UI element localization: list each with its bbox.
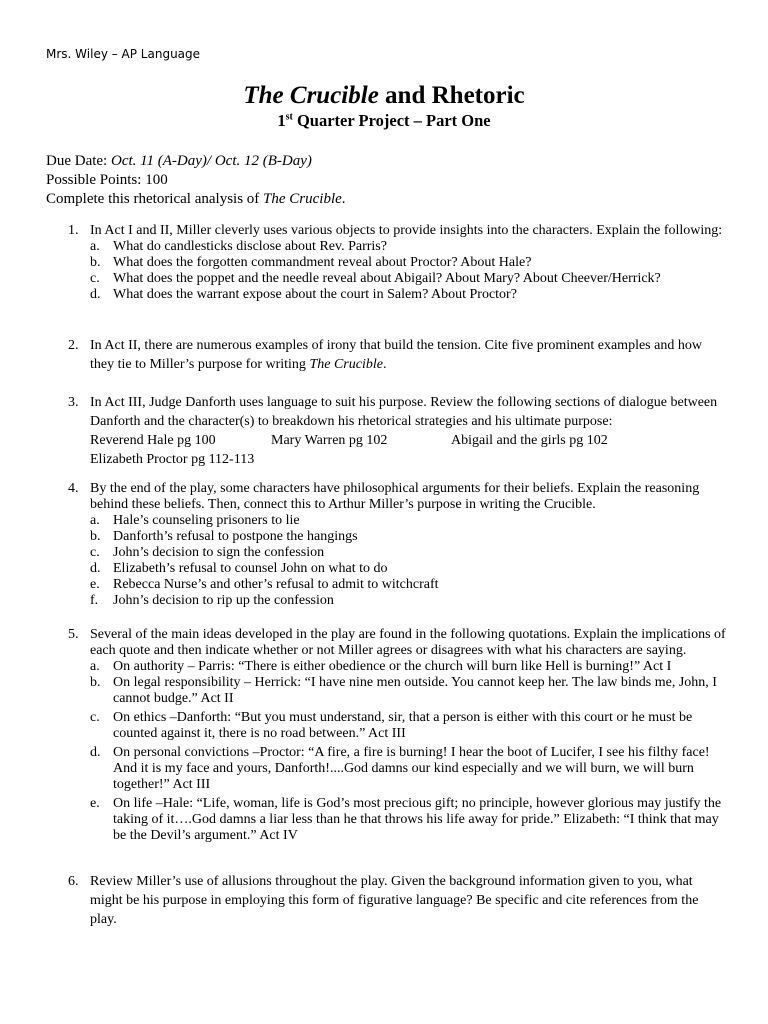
- sub-label: c.: [90, 271, 100, 286]
- sub-label: c.: [90, 710, 100, 725]
- sub-text: On life –Hale: “Life, woman, life is God’s most precious gift; no principle, however glorious may justify the taking of it….God damns a liar less than he that throws his life away for pride.” Elizabeth: “I think that may be the Devil’s argument.” Act IV: [113, 796, 722, 843]
- sub-item: [90, 593, 728, 609]
- sub-text: Rebecca Nurse’s and other’s refusal to admit to witchcraft: [113, 577, 439, 592]
- sub-text: Danforth’s refusal to postpone the hangings: [113, 529, 358, 544]
- sub-text: What does the poppet and the needle reveal about Abigail? About Mary? About Cheever/Herrick?: [113, 271, 661, 286]
- question-number: 3.: [68, 395, 79, 410]
- instr-title: The Crucible: [263, 191, 342, 207]
- sub-label: b.: [90, 529, 101, 544]
- sub-item: [90, 529, 728, 545]
- due-label: Due Date:: [46, 153, 111, 169]
- reference-row: [90, 431, 728, 450]
- sub-text: John’s decision to sign the confession: [113, 545, 325, 560]
- sub-item: [90, 287, 728, 303]
- sub-item: [90, 659, 728, 675]
- sub-text: Elizabeth’s refusal to counsel John on what to do: [113, 561, 388, 576]
- sub-label: e.: [90, 796, 100, 811]
- instr-post: .: [341, 191, 346, 207]
- sub-label: d.: [90, 287, 101, 302]
- instruction-line: [46, 190, 346, 209]
- question-4: [68, 481, 728, 609]
- sub-label: a.: [90, 239, 100, 254]
- sub-label: b.: [90, 675, 101, 690]
- points-line: Possible Points: 100: [46, 172, 168, 188]
- sub-text: John’s decision to rip up the confession: [113, 593, 334, 608]
- question-text: Review Miller’s use of allusions throughout the play. Given the background information given to you, what might be his purpose in employing this form of figurative language? Be specific and cite references from the play.: [90, 874, 699, 927]
- question-2: [68, 336, 728, 374]
- subtitle-rest: Quarter Project – Part One: [292, 111, 491, 130]
- sub-item: [90, 255, 728, 271]
- sub-item: [90, 239, 728, 255]
- sub-item: [90, 745, 728, 793]
- sub-text: What does the forgotten commandment reveal about Proctor? About Hale?: [113, 255, 532, 270]
- question-text-italic: The Crucible: [309, 357, 383, 372]
- sub-text: On ethics –Danforth: “But you must understand, sir, that a person is either with this court or he must be counted against it, there is no road between.” Act III: [113, 710, 693, 741]
- question-text: By the end of the play, some characters have philosophical arguments for their beliefs. Explain the reasoning behind these beliefs. Then, connect this to Arthur Miller’s purpose in writing the Crucible.: [90, 481, 700, 512]
- question-6: [68, 872, 728, 929]
- sub-text: On legal responsibility – Herrick: “I have nine men outside. You cannot keep her. The law binds me, John, I cannot budge.” Act II: [113, 675, 717, 706]
- subtitle-ordinal: 1: [277, 111, 286, 130]
- reference-item: Reverend Hale pg 100: [90, 433, 216, 448]
- sub-label: c.: [90, 545, 100, 560]
- question-3: [68, 393, 728, 469]
- title-italic: The Crucible: [243, 82, 379, 109]
- question-number: 6.: [68, 874, 79, 889]
- question-5: [68, 627, 728, 844]
- sub-item: [90, 577, 728, 593]
- title-rest: and Rhetoric: [378, 82, 525, 109]
- sub-text: What do candlesticks disclose about Rev. Parris?: [113, 239, 387, 254]
- question-text-main: In Act II, there are numerous examples of irony that build the tension. Cite five prominent examples and how they tie to Miller’s purpose for writing: [90, 338, 702, 372]
- reference-item-last: Elizabeth Proctor pg 112-113: [90, 452, 255, 467]
- sub-label: d.: [90, 745, 101, 760]
- question-text: Several of the main ideas developed in the play are found in the following quotations. Explain the implications of each quote and then indicate whether or not Miller agrees or disagrees with what his characters are saying.: [90, 627, 726, 658]
- sub-item: [90, 561, 728, 577]
- question-number: 4.: [68, 481, 79, 496]
- reference-item: Abigail and the girls pg 102: [451, 433, 608, 448]
- question-text: [90, 336, 728, 374]
- question-number: 2.: [68, 338, 79, 353]
- teacher-header: Mrs. Wiley – AP Language: [46, 47, 201, 61]
- sub-item: [90, 545, 728, 561]
- sub-item: [90, 271, 728, 287]
- document-title: [0, 82, 768, 110]
- reference-item: Mary Warren pg 102: [271, 433, 388, 448]
- sub-item: [90, 513, 728, 529]
- sub-item: [90, 796, 728, 844]
- sub-label: a.: [90, 513, 100, 528]
- sub-label: f.: [90, 593, 99, 608]
- sub-item: [90, 710, 728, 742]
- question-text: In Act I and II, Miller cleverly uses various objects to provide insights into the characters. Explain the following:: [90, 223, 723, 238]
- question-1: [68, 223, 728, 303]
- sub-label: e.: [90, 577, 100, 592]
- subtitle-sup: st: [285, 111, 293, 123]
- due-date-line: [46, 152, 312, 171]
- sub-label: b.: [90, 255, 101, 270]
- question-number: 5.: [68, 627, 79, 642]
- question-number: 1.: [68, 223, 79, 238]
- sub-text: What does the warrant expose about the court in Salem? About Proctor?: [113, 287, 517, 302]
- instr-pre: Complete this rhetorical analysis of: [46, 191, 264, 207]
- question-text: In Act III, Judge Danforth uses language to suit his purpose. Review the following sections of dialogue between Danforth and the character(s) to breakdown his rhetorical strategies and his ultimate purpose:: [90, 395, 718, 429]
- sub-text: On personal convictions –Proctor: “A fire, a fire is burning! I hear the boot of Lucifer, I see his filthy face! And it is my face and yours, Danforth!....God damns our kind especially and we will burn, we will burn together!” Act III: [113, 745, 710, 792]
- due-value: Oct. 11 (A-Day)/ Oct. 12 (B-Day): [110, 153, 312, 169]
- sub-text: On authority – Parris: “There is either obedience or the church will burn like Hell is burning!” Act I: [113, 659, 672, 674]
- sub-label: d.: [90, 561, 101, 576]
- sub-text: Hale’s counseling prisoners to lie: [113, 513, 300, 528]
- question-text-end: .: [382, 357, 387, 372]
- sub-label: a.: [90, 659, 100, 674]
- document-subtitle: [0, 111, 768, 131]
- sub-item: [90, 675, 728, 707]
